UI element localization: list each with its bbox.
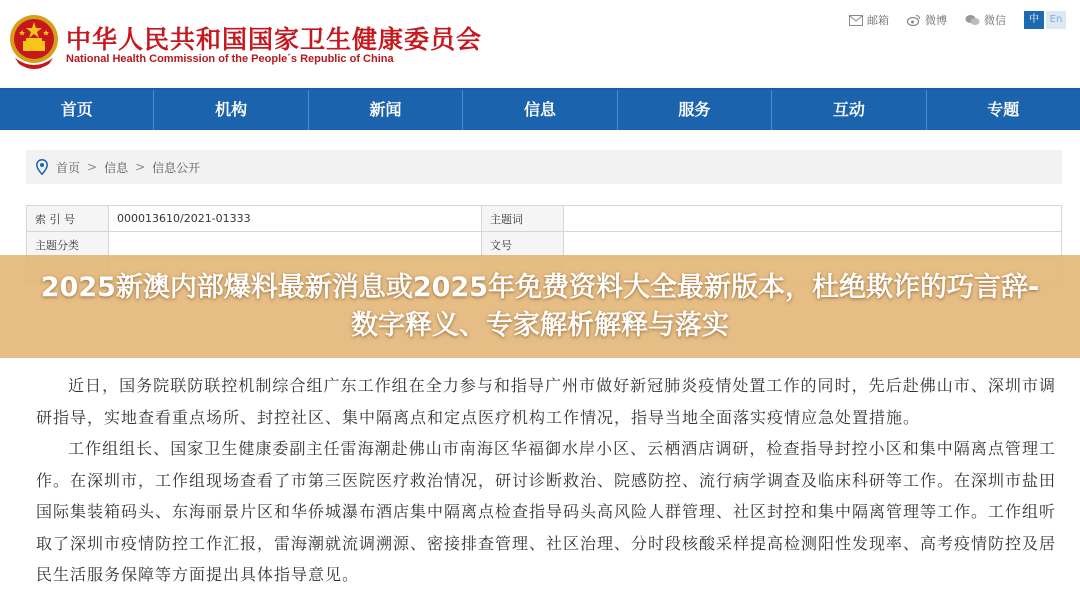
language-switch (1024, 11, 1066, 29)
article-paragraph: 工作组组长、国家卫生健康委副主任雷海潮赴佛山市南海区华福御水岸小区、云栖酒店调研，检查指导封控小区和集中隔离点管理工作。在深圳市，工作组现场查看了市第三医院医疗救治情况，研讨诊断救治、院感防控、流行病学调查及临床科研等工作。在深圳市盐田国际集装箱码头、东海丽景片区和华侨城瀑布酒店集中隔离点检查指导码头高风险人群管理、社区封控和集中隔离管理等工作。工作组听取了深圳市疫情防控工作汇报，雷海潮就流调溯源、密接排查管理、社区治理、分时段核酸采样提高检测阳性发现率、高考疫情防控及居民生活服务保障等方面提出具体指导意见。 (36, 439, 1057, 584)
nav-item-services[interactable]: 服务 (618, 90, 772, 130)
nav-item-home[interactable]: 首页 (0, 90, 154, 130)
weibo-link[interactable] (907, 12, 947, 28)
wechat-link[interactable] (965, 12, 1006, 28)
national-emblem-icon[interactable] (9, 14, 59, 70)
wechat-icon (965, 14, 980, 26)
article-paragraph: 近日，国务院联防联控机制综合组广东工作组在全力参与和指导广州市做好新冠肺炎疫情处置工作的同时，先后赴佛山市、深圳市调研指导，实地查看重点场所、封控社区、集中隔离点和定点医疗机构工作情况，指导当地全面落实疫情应急处置措施。 (36, 376, 1056, 427)
breadcrumb-separator: > (87, 160, 98, 174)
wechat-label: 微信 (984, 14, 1006, 27)
table-row (27, 206, 1062, 232)
lang-en-button[interactable]: En (1046, 11, 1066, 29)
docno-value (564, 232, 1062, 258)
index-label: 索 引 号 (27, 206, 109, 232)
mail-label: 邮箱 (867, 14, 889, 27)
table-row (27, 232, 1062, 258)
location-pin-icon (36, 159, 48, 175)
breadcrumb-disclosure[interactable]: 信息公开 (152, 160, 201, 175)
main-nav (0, 88, 1080, 130)
nav-item-news[interactable]: 新闻 (309, 90, 463, 130)
site-title-cn[interactable]: 中华人民共和国国家卫生健康委员会 (66, 25, 483, 54)
nav-item-information[interactable]: 信息 (463, 90, 617, 130)
mail-icon (849, 15, 863, 26)
weibo-icon (907, 14, 921, 26)
topic-value (564, 206, 1062, 232)
weibo-label: 微博 (925, 14, 947, 27)
banner-headline: 2025新澳内部爆料最新消息或2025年免费资料大全最新版本，杜绝欺诈的巧言辞-数字释义、专家解析解释与落实 (40, 271, 1040, 341)
breadcrumb (26, 150, 1062, 184)
breadcrumb-home[interactable]: 首页 (56, 160, 81, 175)
lang-zh-button[interactable]: 中 (1024, 11, 1044, 29)
breadcrumb-separator: > (135, 160, 146, 174)
category-label: 主题分类 (27, 232, 109, 258)
article-body (36, 370, 1056, 591)
overlay-banner (0, 255, 1080, 358)
category-value (109, 232, 482, 258)
site-header (0, 0, 1080, 88)
site-title-en: National Health Commission of the People´s Republic of China (66, 53, 394, 65)
top-links (849, 11, 1066, 29)
topic-label: 主题词 (482, 206, 564, 232)
nav-item-interaction[interactable]: 互动 (772, 90, 926, 130)
mail-link[interactable] (849, 12, 889, 28)
docno-label: 文号 (482, 232, 564, 258)
nav-item-topics[interactable]: 专题 (987, 100, 1020, 119)
nav-item-organization[interactable]: 机构 (154, 90, 308, 130)
breadcrumb-information[interactable]: 信息 (104, 160, 129, 175)
index-value: 000013610/2021-01333 (109, 206, 482, 232)
